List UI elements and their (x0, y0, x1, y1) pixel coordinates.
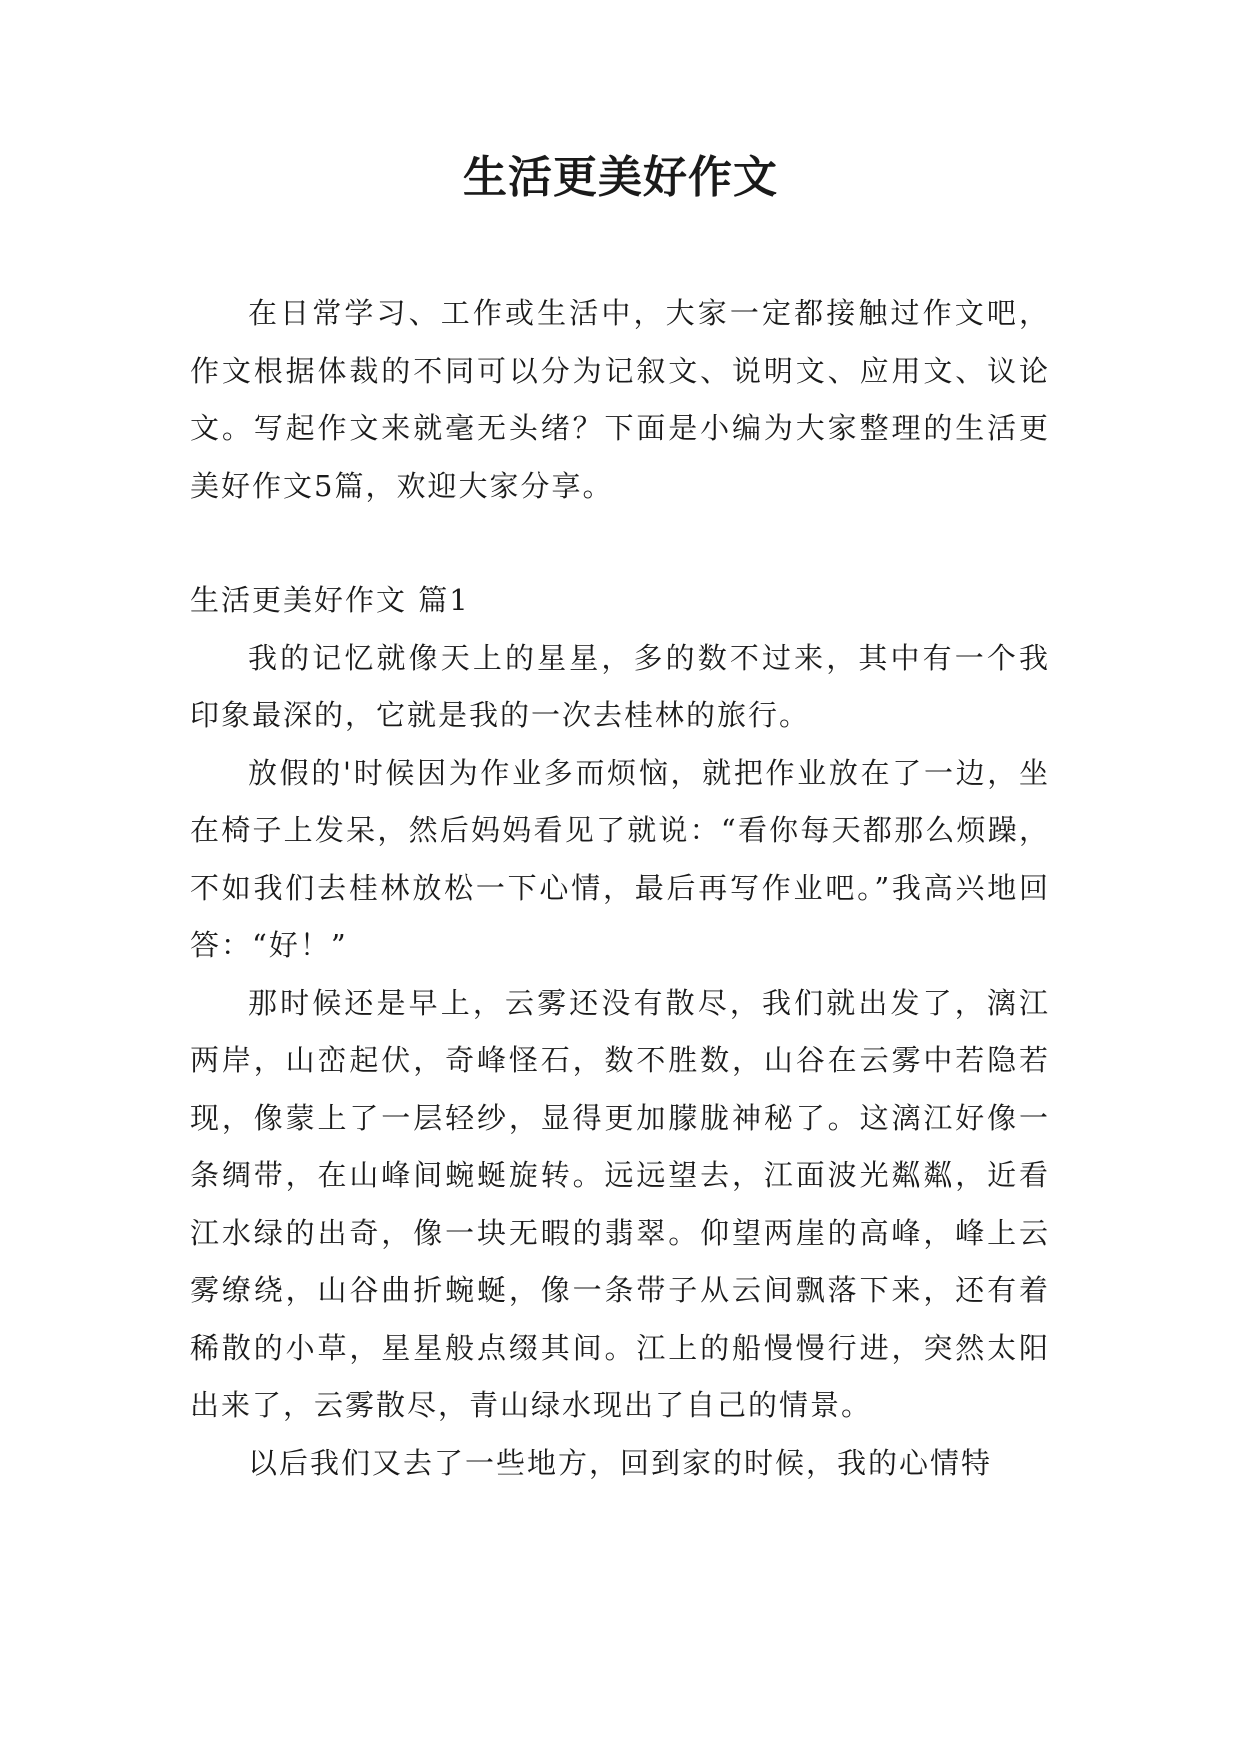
paragraph-1: 我的记忆就像天上的星星，多的数不过来，其中有一个我印象最深的，它就是我的一次去桂林的旅行。 (190, 640, 1050, 732)
section-heading: 生活更美好作文 篇1 (190, 583, 470, 617)
document-title: 生活更美好作文 (463, 152, 778, 203)
paragraph-2: 放假的'时候因为作业多而烦恼，就把作业放在了一边，坐在椅子上发呆，然后妈妈看见了就说：“看你每天都那么烦躁，不如我们去桂林放松一下心情，最后再写作业吧。”我高兴地回答：“好！” (190, 755, 1050, 962)
paragraph-4: 以后我们又去了一些地方，回到家的时候，我的心情特 (248, 1445, 993, 1480)
section-1 (190, 572, 1050, 1492)
document-body (190, 285, 1050, 1492)
intro-paragraph: 在日常学习、工作或生活中，大家一定都接触过作文吧，作文根据体裁的不同可以分为记叙文、说明文、应用文、议论文。写起作文来就毫无头绪？下面是小编为大家整理的生活更美好作文5篇，欢迎大家分享。 (190, 296, 1050, 503)
paragraph-3: 那时候还是早上，云雾还没有散尽，我们就出发了，漓江两岸，山峦起伏，奇峰怪石，数不胜数，山谷在云雾中若隐若现，像蒙上了一层轻纱，显得更加朦胧神秘了。这漓江好像一条绸带，在山峰间蜿蜒旋转。远远望去，江面波光粼粼，近看江水绿的出奇，像一块无暇的翡翠。仰望两崖的高峰，峰上云雾缭绕，山谷曲折蜿蜒，像一条带子从云间飘落下来，还有着稀散的小草，星星般点缀其间。江上的船慢慢行进，突然太阳出来了，云雾散尽，青山绿水现出了自己的情景。 (190, 985, 1050, 1422)
